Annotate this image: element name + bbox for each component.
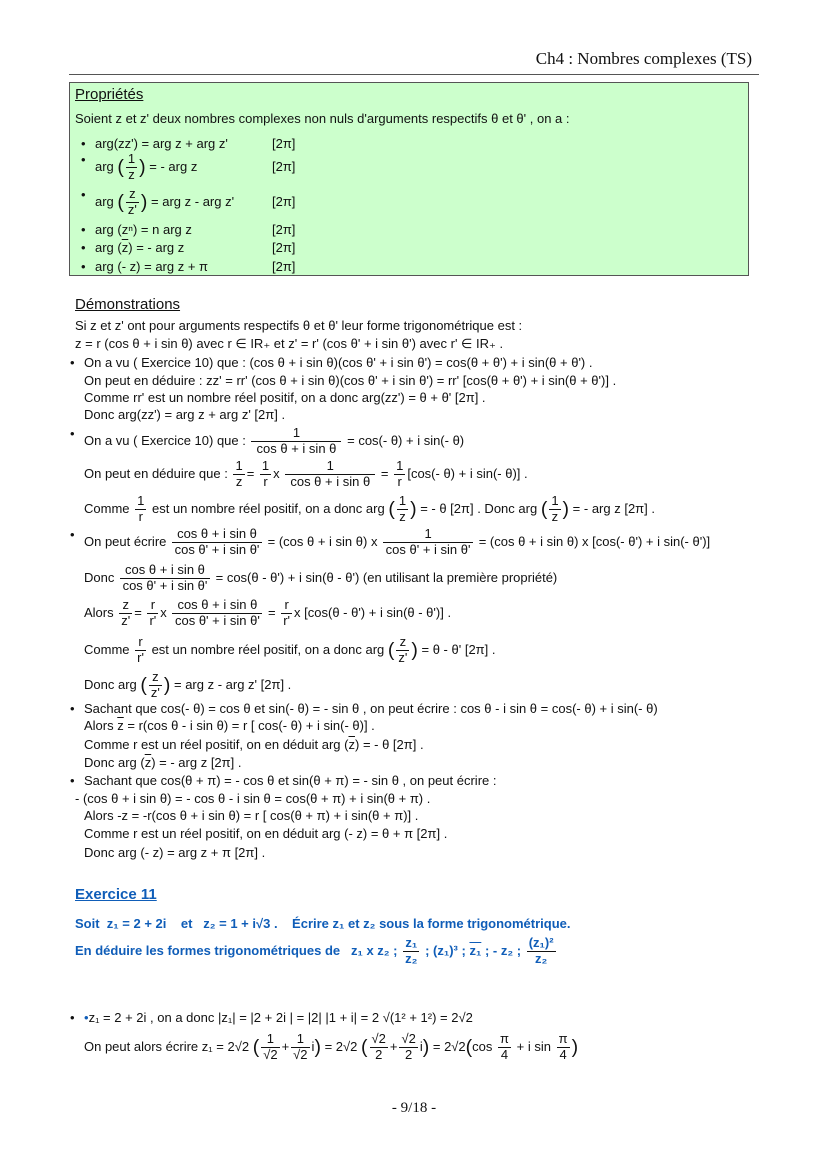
property-mod: [2π] xyxy=(272,136,296,151)
property-mod: [2π] xyxy=(272,222,296,237)
solution-line-1: • •z₁ = 2 + 2i , on a donc |z₁| = |2 + 2i | = |2| |1 + i| = 2 √(1² + 1²) = 2√2 xyxy=(84,1010,473,1025)
demo-line: Si z et z' ont pour arguments respectifs θ et θ' leur forme trigonométrique est : xyxy=(75,318,523,333)
demo-line: Comme rr' est un nombre réel positif, on a donc arg(zz') = θ + θ' [2π] . xyxy=(84,390,486,405)
property-item: • arg ( $\frac{z}{z'}$ ) = arg z - arg z' xyxy=(95,187,234,218)
property-item: • arg (- z) = arg z + π xyxy=(95,259,208,274)
demo-line: z = r (cos θ + i sin θ) avec r ∈ IR₊ et z' = r' (cos θ' + i sin θ') avec r' ∈ IR₊ . xyxy=(75,336,504,351)
demo-line: On peut en déduire : zz' = rr' (cos θ + i sin θ)(cos θ' + i sin θ') = rr' [cos(θ + θ') + i sin(θ + θ')] . xyxy=(84,373,617,388)
demo-line: Donc arg (- z) = arg z + π [2π] . xyxy=(84,845,266,860)
demo-line: Comme r est un réel positif, on en déduit arg (- z) = θ + π [2π] . xyxy=(84,826,448,841)
property-mod: [2π] xyxy=(272,240,296,255)
property-item: • arg $(\overline{z})$ = - arg z xyxy=(95,240,184,255)
demo-line: Donc arg $(\overline{z})$ = - arg z [2π] . xyxy=(84,755,242,770)
demo-line: Comme r est un réel positif, on en déduit arg $(\overline{z})$ = - θ [2π] . xyxy=(84,737,424,752)
demonstrations-heading: Démonstrations xyxy=(75,296,181,313)
demo-line: • On a vu ( Exercice 10) que : (cos θ + i sin θ)(cos θ' + i sin θ') = cos(θ + θ') + i sin(θ + θ') . xyxy=(84,355,592,370)
page-header: Ch4 : Nombres complexes (TS) xyxy=(535,49,752,68)
demo-line: • Sachant que cos(- θ) = cos θ et sin(- θ) = - sin θ , on peut écrire : cos θ - i sin θ = cos(- θ) + i sin(- θ) xyxy=(84,701,658,716)
demo-line: Alors $\overline{z} = r(\cos$ θ - i sin θ) = r [ cos(- θ) + i sin(- θ)] . xyxy=(84,718,375,733)
demo-line: Donc arg(zz') = arg z + arg z' [2π] . xyxy=(84,407,286,422)
property-mod: [2π] xyxy=(272,159,296,174)
property-item: • arg ( $\frac{1}{z}$ ) = - arg z xyxy=(95,152,197,183)
demo-line: • On a vu ( Exercice 10) que : $\frac{1}{\text{cos θ + i sin θ}}$ = cos(- θ) + i sin(- θ) xyxy=(84,426,464,457)
header-rule xyxy=(69,74,759,75)
demo-line: • Sachant que cos(θ + π) = - cos θ et sin(θ + π) = - sin θ , on peut écrire : xyxy=(84,773,496,788)
exercise-title: Exercice 11 xyxy=(75,886,157,903)
property-item: • arg (zⁿ) = n arg z xyxy=(95,222,192,237)
demo-line: Alors $\frac{z}{z'}$ = $\frac{r}{r'}$ x $\frac{\text{cos θ + i sin θ}}{\text{cos θ' + i sin θ'}}$ = $\frac{r}{r'}$ x [cos(θ - θ') + i sin(θ - θ')] . xyxy=(84,597,452,628)
property-mod: [2π] xyxy=(272,259,296,274)
demo-line: Donc $\frac{\text{cos θ + i sin θ}}{\text{cos θ' + i sin θ'}}$ = cos(θ - θ') + i sin(θ - θ') (en utilisant la première propriété) xyxy=(84,562,558,593)
demo-line: Donc arg ( $\frac{z}{z'}$ ) = arg z - arg z' [2π] . xyxy=(84,669,292,700)
demo-line: Alors -z = -r(cos θ + i sin θ) = r [ cos(θ + π) + i sin(θ + π)] . xyxy=(84,808,419,823)
demo-line: - (cos θ + i sin θ) = - cos θ - i sin θ = cos(θ + π) + i sin(θ + π) . xyxy=(75,791,431,806)
page-number: - 9/18 - xyxy=(391,1100,437,1116)
exercise-question-1: Soit z₁ = 2 + 2i et z₂ = 1 + i√3 . Écrire z₁ et z₂ sous la forme trigonométrique. xyxy=(75,916,571,931)
solution-line-2: On peut alors écrire z₁ = 2√2 ( $\frac{1}{√2}$ + $\frac{1}{√2}$ i) = 2√2 ( $\frac{√2}{2}$ + $\frac{√2}{2}$ i) = 2√2(cos $\frac{\pi}{4}$ + i sin $\frac{\pi}{4}$ ) xyxy=(84,1031,579,1062)
properties-heading: Propriétés xyxy=(75,86,144,103)
demo-line: On peut en déduire que : $\frac{1}{z}$ = $\frac{1}{r}$ x $\frac{1}{\text{cos θ + i sin θ}}$ = $\frac{1}{r}$ [cos(- θ) + i sin(- θ)] . xyxy=(84,458,528,489)
demo-line: • On peut écrire $\frac{\text{cos θ + i sin θ}}{\text{cos θ' + i sin θ'}}$ = (cos θ + i sin θ) x $\frac{1}{\text{cos θ' + i sin θ'}}$ = (cos θ + i sin θ) x [cos(- θ') + i sin(- θ')] xyxy=(84,527,710,558)
property-item: • arg(zz') = arg z + arg z' xyxy=(95,136,228,151)
demo-line: Comme $\frac{1}{r}$ est un nombre réel positif, on a donc arg ( $\frac{1}{z}$ ) = - θ [2π] . Donc arg ( $\frac{1}{z}$ ) = - arg z [2π] . xyxy=(84,493,655,524)
demo-line: Comme $\frac{r}{r'}$ est un nombre réel positif, on a donc arg ( $\frac{z}{z'}$ ) = θ - θ' [2π] . xyxy=(84,634,496,665)
property-mod: [2π] xyxy=(272,194,296,209)
exercise-question-2: En déduire les formes trigonométriques de z₁ x z₂ ; $\frac{\text{z₁}}{\text{z₂}}$ ; (z₁)³ ; z₁ ; - z₂ ; $\frac{\text{(z₁)²}}{\text{z₂}}$ xyxy=(75,935,554,966)
properties-intro: Soient z et z' deux nombres complexes non nuls d'arguments respectifs θ et θ' , on a : xyxy=(75,111,570,126)
